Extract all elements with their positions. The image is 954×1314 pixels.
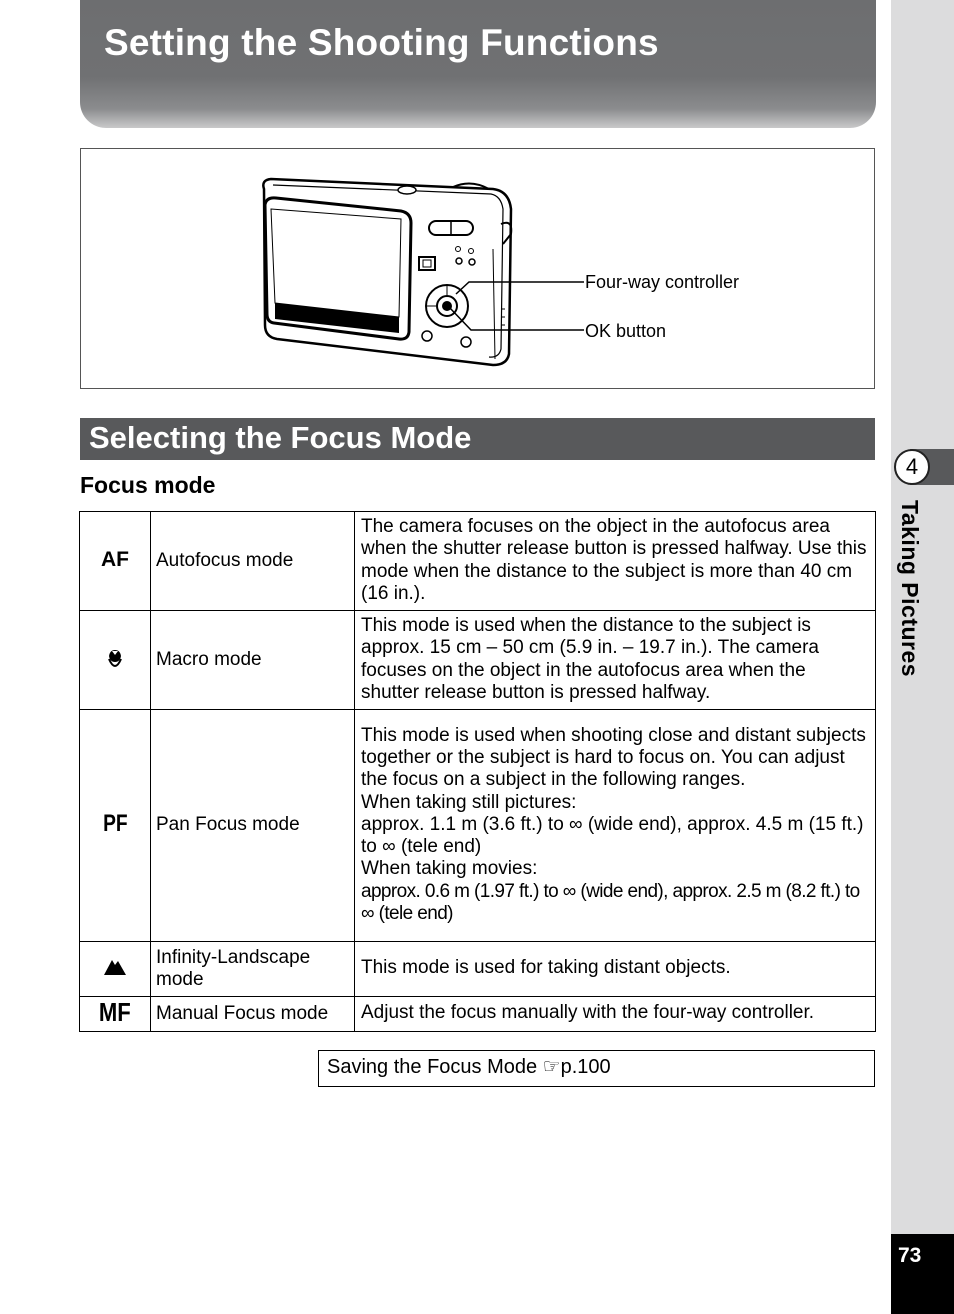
mode-name: Infinity-Landscape mode	[151, 942, 355, 997]
page-title: Setting the Shooting Functions	[104, 22, 659, 63]
table-row	[80, 997, 876, 1032]
chapter-number: 4	[894, 449, 930, 485]
description-line: approx. 0.6 m (1.97 ft.) to ∞ (wide end), approx. 2.5 m (8.2 ft.) to ∞ (tele end)	[361, 880, 860, 925]
table-row	[80, 512, 876, 611]
table-row	[80, 611, 876, 710]
manual-focus-icon: MF	[80, 997, 151, 1032]
table-row	[80, 942, 876, 997]
reference-box	[318, 1050, 875, 1087]
description-line: This mode is used when shooting close and distant subjects together or the subject is hard to focus on. You can adjust the focus on a subject in the following ranges.	[361, 724, 866, 791]
mode-description: This mode is used for taking distant objects.	[355, 942, 876, 997]
reference-link-text: Saving the Focus Mode ☞p.100	[327, 1056, 611, 1078]
camera-back-illustration	[81, 149, 874, 388]
mode-description: Adjust the focus manually with the four-way controller.	[355, 997, 876, 1032]
autofocus-icon: AF	[80, 512, 151, 611]
mode-name: Manual Focus mode	[151, 997, 355, 1032]
page-number: 73	[898, 1244, 922, 1267]
table-row	[80, 710, 876, 942]
description-line: When taking movies:	[361, 858, 538, 880]
mode-description: This mode is used when the distance to the subject is approx. 15 cm – 50 cm (5.9 in. – 19.7 in.). The camera focuses on the object in the autofocus area when the shutter release button is pressed halfway.	[355, 611, 876, 710]
infinity-landscape-mountain-icon	[80, 942, 151, 997]
page-header-bar	[80, 0, 876, 128]
ok-button-callout: OK button	[585, 321, 667, 341]
section-title: Selecting the Focus Mode	[89, 420, 472, 455]
focus-mode-table	[79, 511, 876, 1032]
camera-figure	[80, 148, 875, 389]
description-line: When taking still pictures:	[361, 791, 577, 813]
macro-flower-icon	[80, 611, 151, 710]
mode-name: Autofocus mode	[151, 512, 355, 611]
four-way-controller-callout: Four-way controller	[585, 272, 740, 292]
mode-description	[355, 710, 876, 942]
subsection-title: Focus mode	[80, 472, 216, 498]
pan-focus-icon: PF	[80, 710, 151, 942]
chapter-title: Taking Pictures	[897, 500, 923, 678]
mode-name: Macro mode	[151, 611, 355, 710]
mode-name: Pan Focus mode	[151, 710, 355, 942]
mode-description: The camera focuses on the object in the autofocus area when the shutter release button is pressed halfway. Use this mode when the distance to the subject is more than 40 cm (16 in.).	[355, 512, 876, 611]
description-line: approx. 1.1 m (3.6 ft.) to ∞ (wide end), approx. 4.5 m (15 ft.) to ∞ (tele end)	[361, 813, 864, 858]
